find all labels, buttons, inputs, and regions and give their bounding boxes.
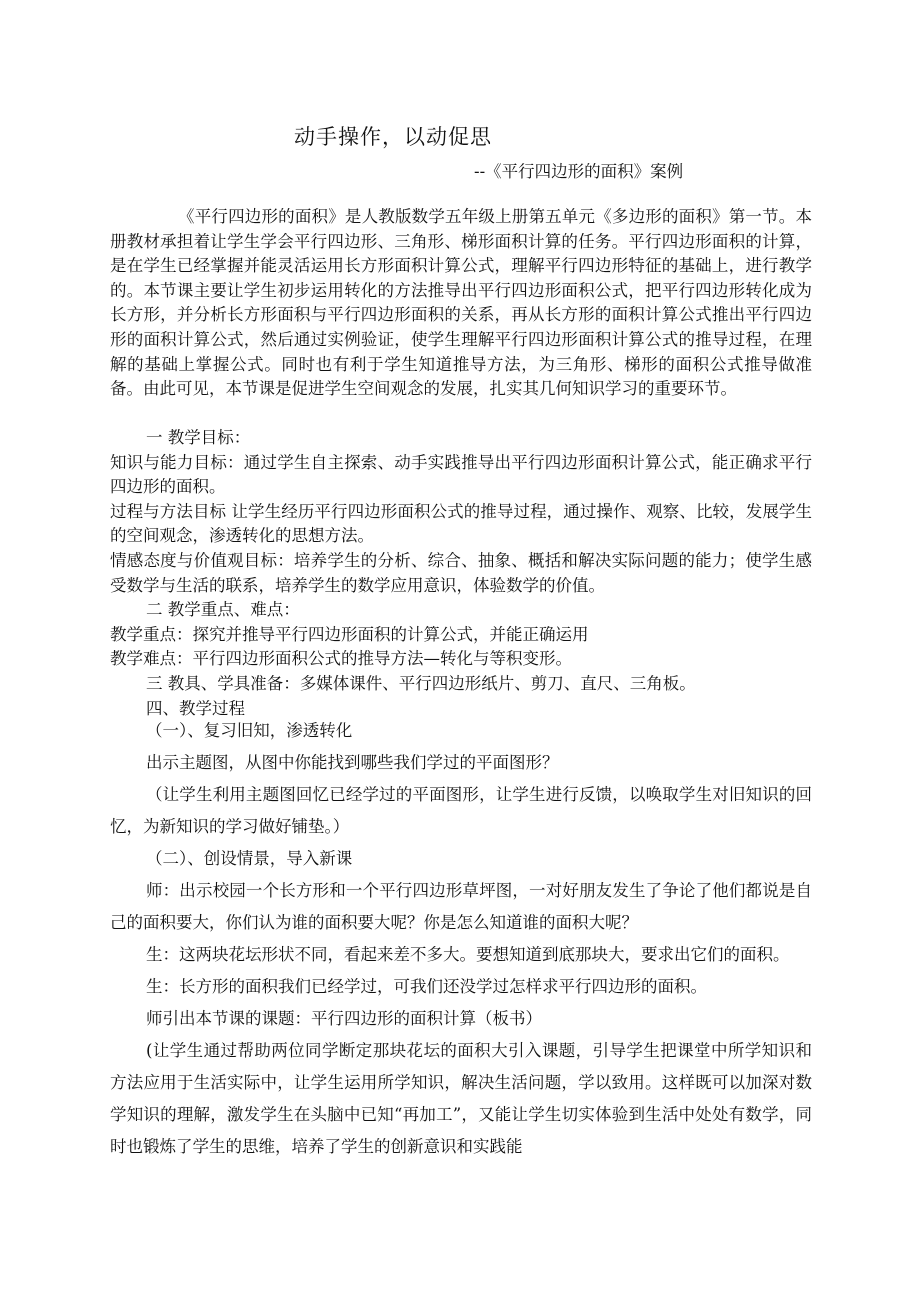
document-title: 动手操作，以动促思 [294, 125, 492, 149]
teacher-dialogue-1: 师：出示校园一个长方形和一个平行四边形草坪图，一对好朋友发生了争论了他们都说是自己的面积要大，你们认为谁的面积要大呢？你是怎么知道谁的面积大呢？ [110, 881, 812, 932]
step1-text: 出示主题图，从图中你能找到哪些我们学过的平面图形？ [146, 753, 559, 772]
key-point: 教学重点：探究并推导平行四边形面积的计算公式，并能正确运用 [110, 624, 589, 644]
objectives-heading: 一 教学目标： [146, 428, 251, 447]
student-dialogue-1: 生：这两块花坛形状不同，看起来差不多大。要想知道到底那块大，要求出它们的面积。 [146, 945, 790, 964]
intro-paragraph: 《平行四边形的面积》是人教版数学五年级上册第五单元《多边形的面积》第一节。本册教材承担着让学生学会平行四边形、三角形、梯形面积计算的任务。平行四边形面积的计算，是在学生已经掌握并能灵活运用长方形面积计算公式，理解平行四边形特征的基础上，进行教学的。本节课主要让学生初步运用转化的方法推导出平行四边形面积公式，把平行四边形转化成为长方形，并分析长方形面积与平行四边形面积的关系，再从长方形的面积计算公式推出平行四边形的面积计算公式，然后通过实例验证，使学生理解平行四边形面积计算公式的推导过程，在理解的基础上掌握公式。同时也有利于学生知道推导方法，为三角形、梯形的面积公式推导做准备。由此可见，本节课是促进学生空间观念的发展，扎实其几何知识学习的重要环节。 [110, 207, 812, 399]
step1-heading: （一）、复习旧知，渗透转化 [146, 721, 353, 740]
process-heading: 四、教学过程 [146, 698, 245, 718]
process-objective: 过程与方法目标 让学生经历平行四边形面积公式的推导过程，通过操作、观察、比较，发展学生的空间观念，渗透转化的思想方法。 [110, 501, 812, 546]
objectives-section [110, 426, 812, 721]
step1-note: （让学生利用主题图回忆已经学过的平面图形，让学生进行反馈，以唤取学生对旧知识的回忆，为新知识的学习做好铺垫。） [110, 785, 812, 836]
document-subtitle: --《平行四边形的面积》案例 [474, 162, 684, 181]
knowledge-objective: 知识与能力目标：通过学生自主探索、动手实践推导出平行四边形面积计算公式，能正确求平行四边形的面积。 [110, 452, 812, 497]
difficult-point: 教学难点：平行四边形面积公式的推导方法—转化与等积变形。 [110, 649, 572, 669]
keypoints-heading: 二 教学重点、难点： [146, 600, 300, 620]
emotion-objective: 情感态度与价值观目标：培养学生的分析、综合、抽象、概括和解决实际问题的能力；使学生感受数学与生活的联系，培养学生的数学应用意识，体验数学的价值。 [110, 550, 812, 595]
teacher-dialogue-2: 师引出本节课的课题：平行四边形的面积计算（板书） [146, 1009, 542, 1028]
student-dialogue-2: 生：长方形的面积我们已经学过，可我们还没学过怎样求平行四边形的面积。 [146, 977, 707, 996]
step2-heading: （二）、创设情景，导入新课 [146, 849, 353, 868]
teaching-process-section [110, 715, 812, 1163]
step2-note: (让学生通过帮助两位同学断定那块花坛的面积大引入课题，引导学生把课堂中所学知识和方法应用于生活实际中，让学生运用所学知识，解决生活问题，学以致用。这样既可以加深对数学知识的理解，激发学生在头脑中已知“再加工”，又能让学生切实体验到生活中处处有数学，同时也锻炼了学生的思维，培养了学生的创新意识和实践能 [110, 1041, 812, 1156]
tools-line: 三 教具、学具准备：多媒体课件、平行四边形纸片、剪刀、直尺、三角板。 [146, 673, 696, 693]
